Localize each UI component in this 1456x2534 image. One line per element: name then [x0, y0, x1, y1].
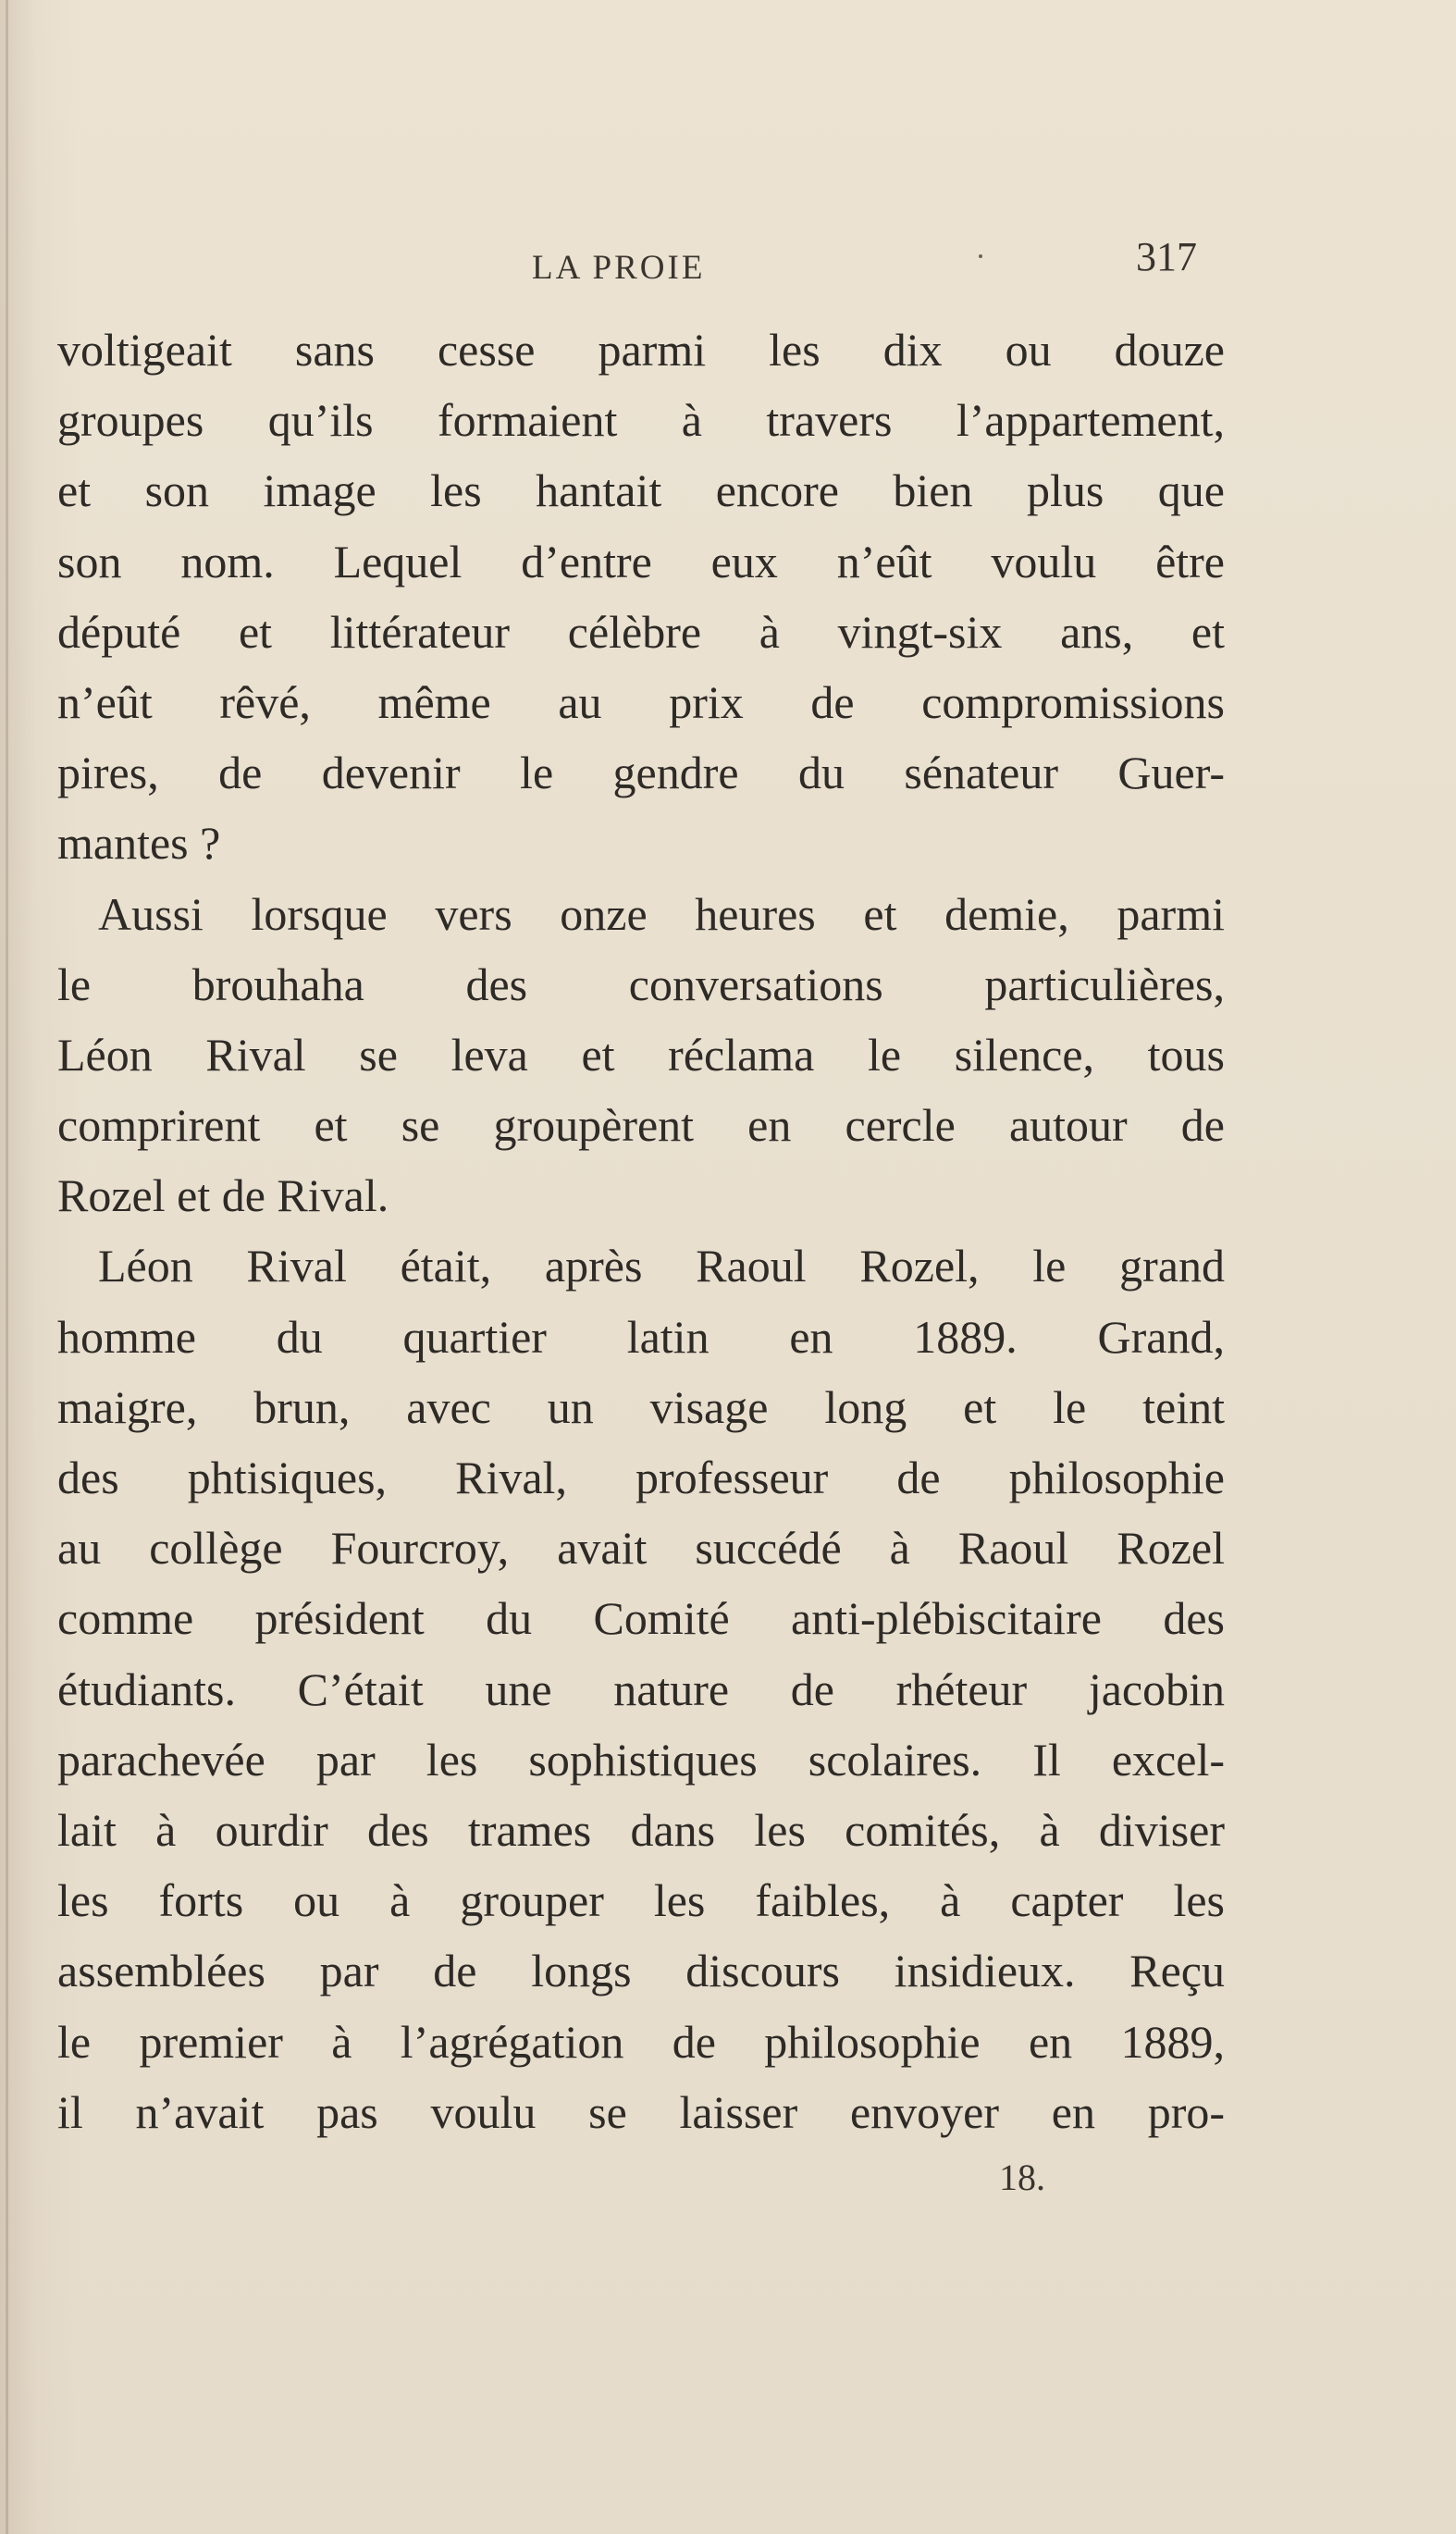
text-line: au collège Fourcroy, avait succédé à Raoul Rozel [57, 1522, 1225, 1575]
text-line: comprirent et se groupèrent en cercle autour de [57, 1099, 1225, 1152]
text-line: mantes ? [57, 817, 221, 870]
text-line: comme président du Comité anti-plébiscitaire des [57, 1592, 1225, 1645]
text-line: Léon Rival se leva et réclama le silence, tous [57, 1028, 1225, 1081]
text-line: maigre, brun, avec un visage long et le teint [57, 1380, 1225, 1433]
text-line: député et littérateur célèbre à vingt-six ans, et [57, 605, 1225, 658]
paragraph-first-line: Aussi lorsque vers onze heures et demie, parmi [98, 887, 1225, 940]
text-line: pires, de devenir le gendre du sénateur Guer- [57, 747, 1225, 799]
signature-mark: 18. [999, 2157, 1045, 2198]
text-line: son nom. Lequel d’entre eux n’eût voulu être [57, 535, 1225, 587]
text-line: Rozel et de Rival. [57, 1169, 389, 1222]
text-line: groupes qu’ils formaient à travers l’appartement, [57, 394, 1225, 447]
text-line: les forts ou à grouper les faibles, à capter les [57, 1874, 1225, 1927]
text-line: étudiants. C’était une nature de rhéteur jacobin [57, 1663, 1225, 1715]
text-line: lait à ourdir des trames dans les comités, à diviser [57, 1803, 1225, 1856]
text-line: homme du quartier latin en 1889. Grand, [57, 1310, 1225, 1363]
text-line: n’eût rêvé, même au prix de compromissions [57, 675, 1225, 728]
text-line: il n’avait pas voulu se laisser envoyer en pro- [57, 2085, 1225, 2138]
text-line: voltigeait sans cesse parmi les dix ou douze [57, 324, 1225, 376]
running-head: LA PROIE [532, 249, 706, 287]
body-text [57, 315, 1225, 2147]
text-line: parachevée par les sophistiques scolaires. Il excel- [57, 1733, 1225, 1786]
text-line: le brouhaha des conversations particulières, [57, 958, 1225, 1010]
page-number: 317 [1136, 234, 1197, 279]
paragraph-first-line: Léon Rival était, après Raoul Rozel, le grand [98, 1240, 1225, 1292]
page-gutter-shadow [6, 0, 8, 2534]
text-line: des phtisiques, Rival, professeur de philosophie [57, 1452, 1225, 1503]
text-line: le premier à l’agrégation de philosophie en 1889, [57, 2015, 1225, 2068]
text-line: assemblées par de longs discours insidieux. Reçu [57, 1945, 1225, 1997]
text-line: et son image les hantait encore bien plus que [57, 464, 1225, 517]
header-dot [979, 254, 982, 258]
